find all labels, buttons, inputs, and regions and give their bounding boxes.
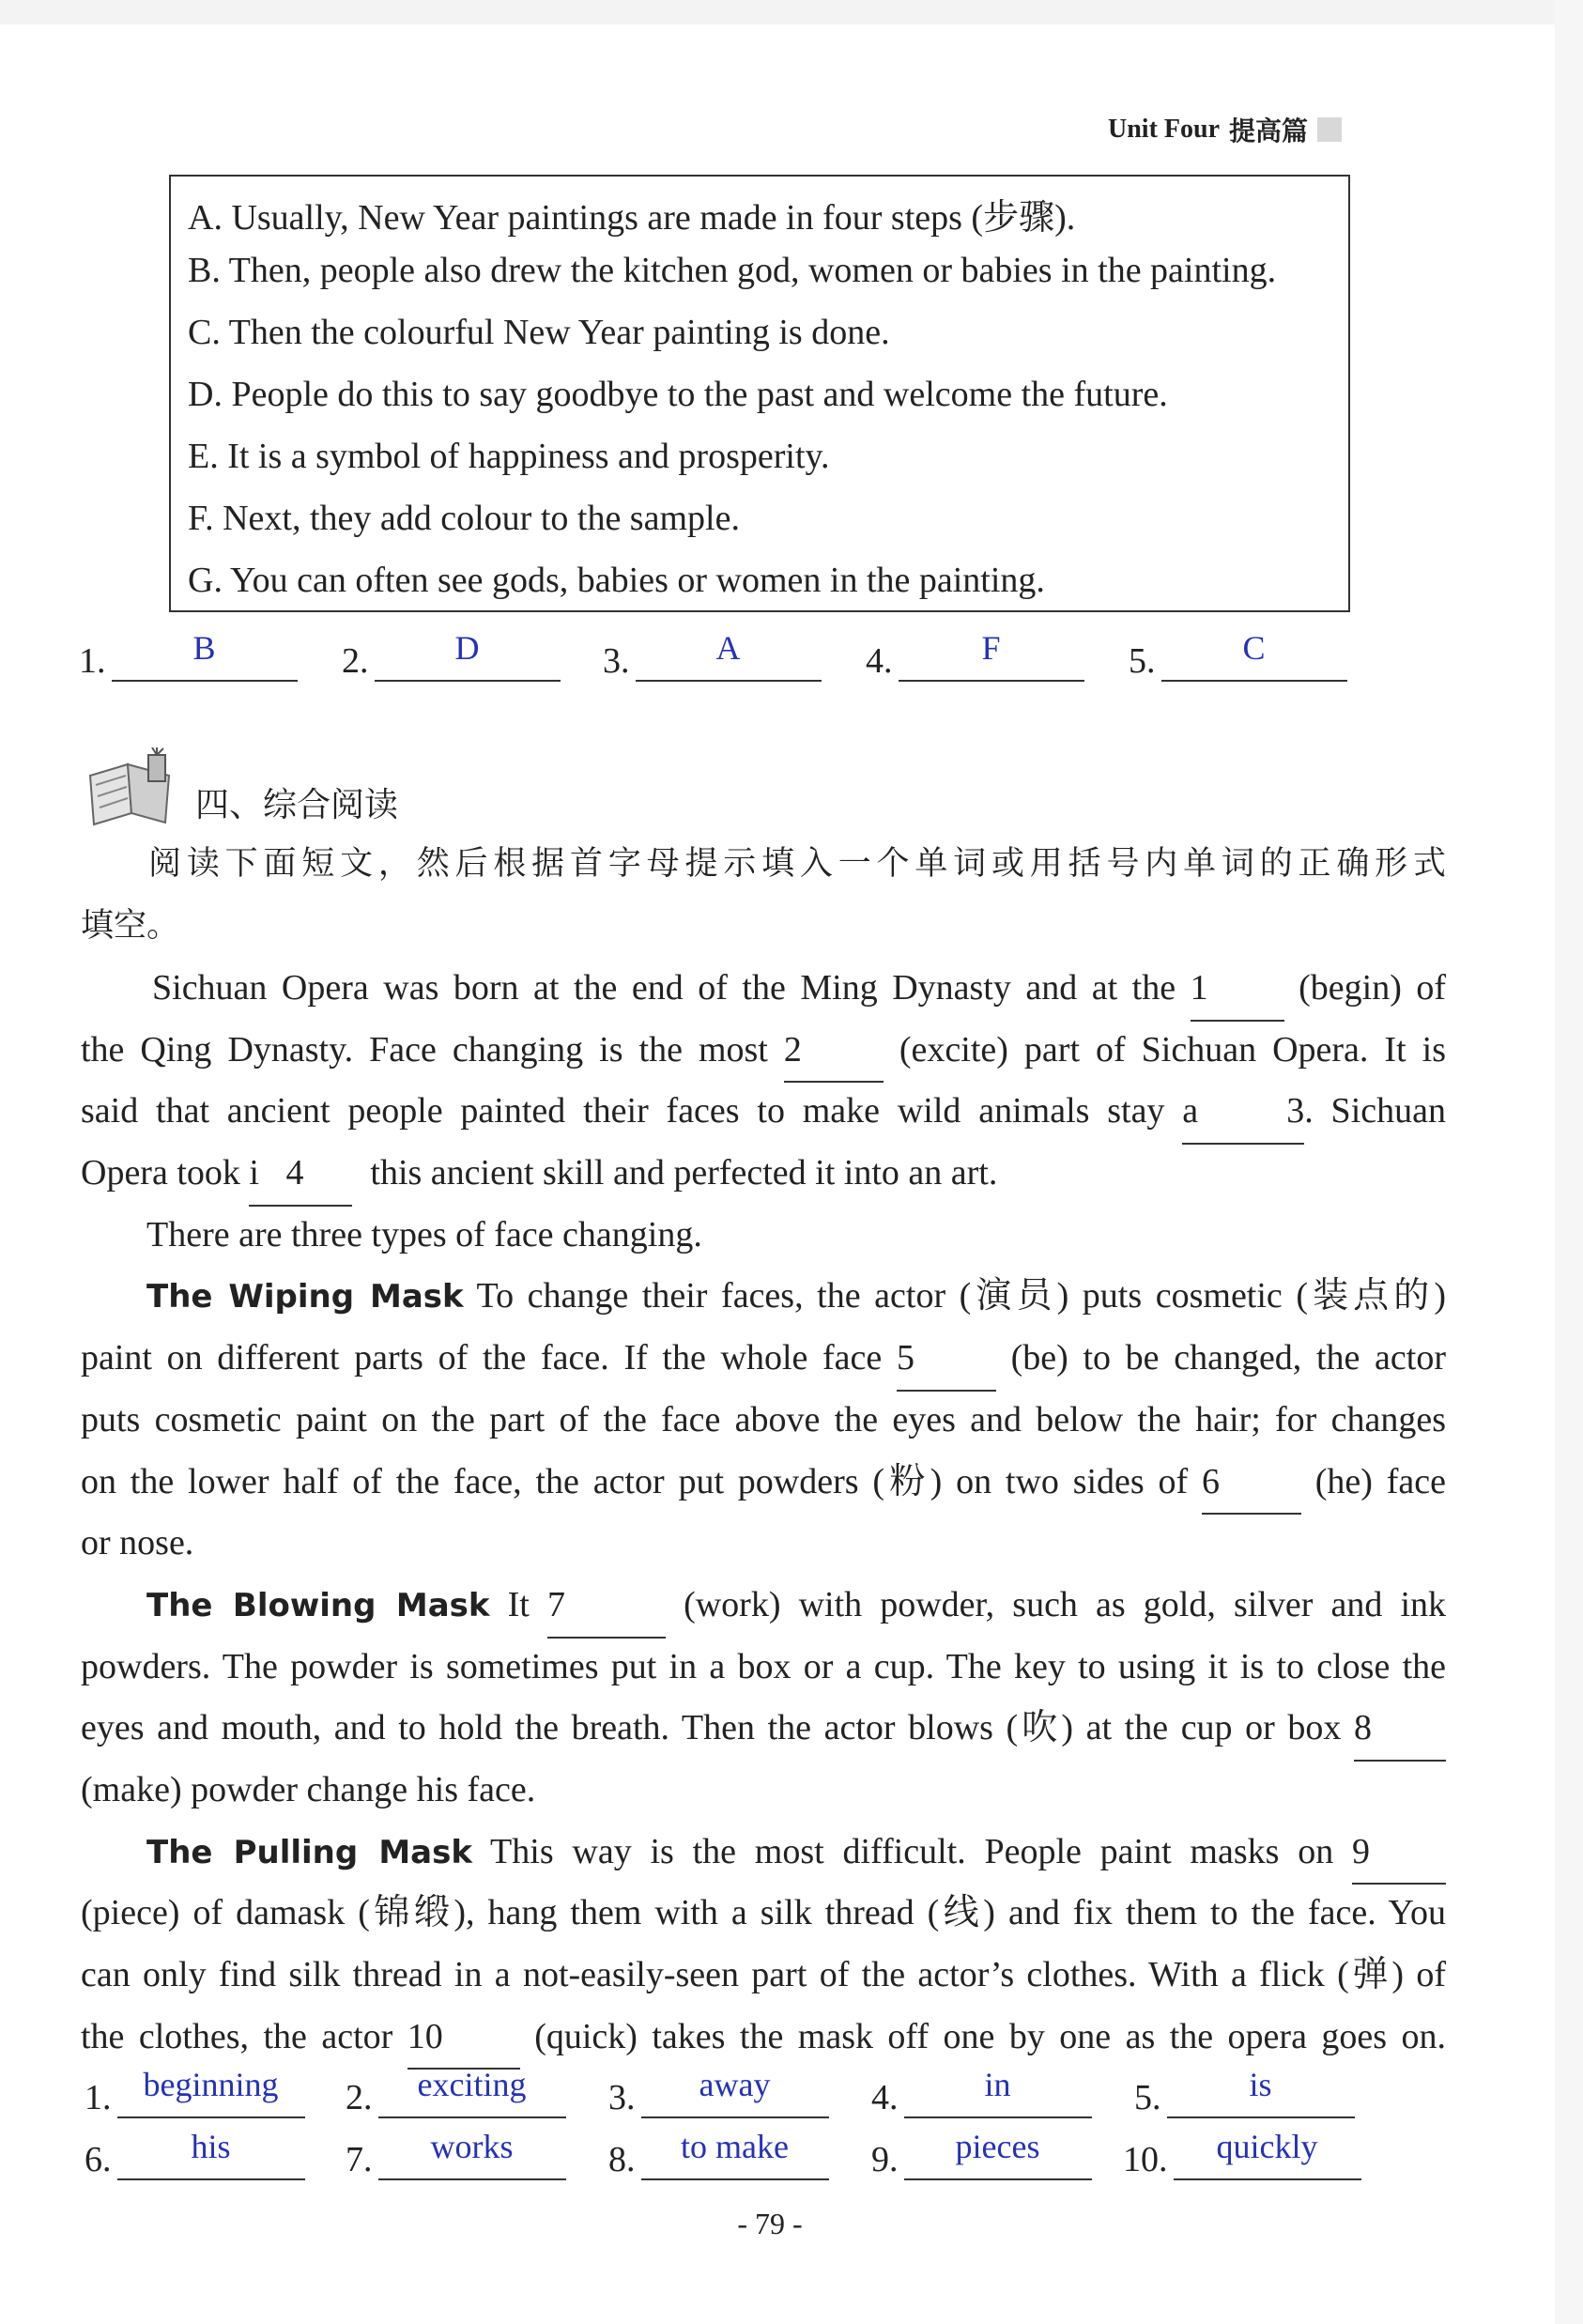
page-number: - 79 - [737,2207,803,2240]
passage-line: The Wiping Mask To change their faces, the actor (演员) puts cosmetic (装点的) [146,1276,1446,1316]
book-icon [83,747,186,832]
subheading-blowing: The Blowing Mask [146,1586,490,1624]
answer-blank[interactable]: is [1167,2075,1355,2118]
answer-blank[interactable]: quickly [1174,2137,1361,2180]
answer-blank[interactable]: A [636,639,822,682]
answer-item: 1. beginning [85,2075,305,2118]
answer-blank[interactable]: D [375,639,561,682]
passage-line: (make) powder change his face. [81,1769,536,1809]
passage-line: paint on different parts of the face. If the whole face 5 (be) to be changed, the actor [81,1328,1446,1390]
passage-line: eyes and mouth, and to hold the breath. Then the actor blows (吹) at the cup or box 8 [81,1698,1446,1760]
passage-line: powders. The powder is sometimes put in a box or a cup. The key to using it is to close the [81,1646,1446,1686]
answer-blank[interactable]: C [1161,639,1347,682]
blank-8[interactable]: 8 [1354,1698,1446,1762]
answer-row-part3 [79,629,1393,695]
section-heading [83,747,398,832]
answer-item: 8. to make [608,2137,829,2180]
blank-7[interactable]: 7 [547,1575,666,1639]
passage-line: Sichuan Opera was born at the end of the Ming Dynasty and at the 1 (begin) of [81,958,1446,1020]
answer-blank[interactable]: to make [641,2137,829,2180]
answer-row-part4-1 [79,2066,1393,2132]
page-edge [1555,0,1583,2324]
answer-item: 3. away [608,2075,829,2118]
answer-item: 6. his [85,2137,305,2180]
blank-4[interactable]: i 4 [249,1143,352,1207]
blank-1[interactable]: 1 [1191,958,1284,1022]
answer-item: 9. pieces [871,2137,1092,2180]
passage [81,958,1446,2068]
subheading-wiping: The Wiping Mask [146,1278,464,1316]
answer-item: 1. B [79,639,298,682]
section-title: 四、综合阅读 [195,785,399,824]
answer-blank[interactable]: works [378,2137,566,2180]
answer-item: 4. in [871,2075,1092,2118]
option-c: C. Then the colourful New Year painting is done. [188,313,890,352]
answer-item: 5. C [1129,639,1347,682]
passage-line: (piece) of damask (锦缎), hang them with a silk thread (线) and fix them to the face. You [81,1893,1446,1933]
passage-line: There are three types of face changing. [146,1214,702,1254]
answer-item: 3. A [603,639,822,682]
options-box [169,175,1350,612]
passage-line: or nose. [81,1523,194,1563]
passage-line: on the lower half of the face, the actor put powders (粉) on two sides of 6 (he) face [81,1452,1446,1514]
blank-10[interactable]: 10 [407,2007,520,2070]
passage-line: Opera took i 4 this ancient skill and perfected it into an art. [81,1143,1446,1205]
blank-6[interactable]: 6 [1202,1452,1301,1516]
instruction: 阅读下面短文，然后根据首字母提示填入一个单词或用括号内单词的正确形式 填空。 [81,845,1446,945]
answer-item: 7. works [346,2137,566,2180]
passage-line: The Blowing Mask It 7 (work) with powder, such as gold, silver and ink [81,1575,1446,1637]
answer-row-part4-2 [79,2128,1393,2193]
blank-5[interactable]: 5 [897,1328,996,1392]
answer-item: 5. is [1134,2075,1355,2118]
option-d: D. People do this to say goodbye to the past and welcome the future. [188,375,1168,414]
blank-2[interactable]: 2 [784,1020,884,1084]
answer-item: 2. exciting [346,2075,566,2118]
header-marker [1317,117,1342,142]
option-e: E. It is a symbol of happiness and prosperity. [188,437,830,476]
level-label: 提高篇 [1229,115,1309,146]
passage-line: said that ancient people painted their faces to make wild animals stay a 3. Sichuan [81,1081,1446,1143]
option-f: F. Next, they add colour to the sample. [188,499,740,538]
passage-line: the clothes, the actor 10 (quick) takes the mask off one by one as the opera goes on. [81,2007,1446,2069]
answer-blank[interactable]: beginning [117,2075,305,2118]
page-header [1108,111,1427,148]
answer-item: 2. D [342,639,561,682]
answer-item: 10. quickly [1123,2137,1361,2180]
option-a: A. Usually, New Year paintings are made in four steps (步骤). [188,198,1076,238]
passage-line: can only find silk thread in a not-easily-seen part of the actor’s clothes. With a flick (弹) of [81,1955,1446,1994]
option-b: B. Then, people also drew the kitchen god, women or babies in the painting. [188,251,1277,290]
answer-blank[interactable]: his [117,2137,305,2180]
subheading-pulling: The Pulling Mask [146,1833,472,1871]
answer-item: 4. F [866,639,1084,682]
answer-blank[interactable]: in [904,2075,1092,2118]
answer-blank[interactable]: B [112,639,298,682]
blank-3[interactable]: a 3 [1182,1081,1304,1145]
answer-blank[interactable]: away [641,2075,829,2118]
answer-blank[interactable]: pieces [904,2137,1092,2180]
option-g: G. You can often see gods, babies or women in the painting. [188,561,1045,600]
answer-blank[interactable]: F [899,639,1084,682]
answer-blank[interactable]: exciting [378,2075,566,2118]
passage-line: The Pulling Mask This way is the most difficult. People paint masks on 9 [81,1822,1446,1884]
blank-9[interactable]: 9 [1352,1822,1446,1885]
passage-line: the Qing Dynasty. Face changing is the most 2 (excite) part of Sichuan Opera. It is [81,1020,1446,1082]
unit-label: Unit Four [1108,115,1220,144]
page-edge [0,0,1583,24]
passage-line: puts cosmetic paint on the part of the face above the eyes and below the hair; for changes [81,1399,1446,1439]
